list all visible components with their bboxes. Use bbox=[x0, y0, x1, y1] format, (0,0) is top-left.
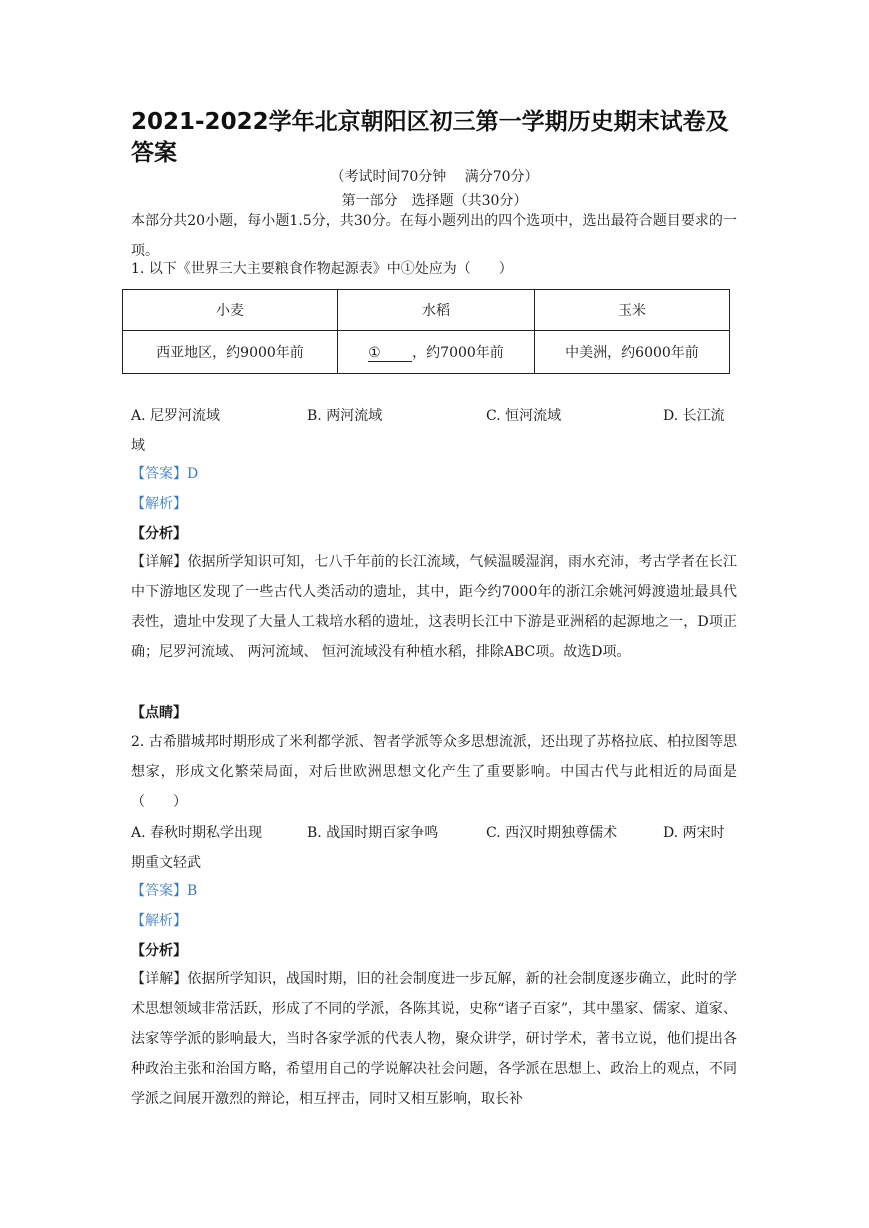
q2-option-d: D. 两宋时 bbox=[663, 825, 725, 841]
table-header-wheat: 小麦 bbox=[123, 290, 338, 331]
table-header-corn: 玉米 bbox=[535, 290, 730, 331]
q2-option-c: C. 西汉时期独尊儒术 bbox=[486, 825, 618, 841]
q1-option-c: C. 恒河流域 bbox=[486, 408, 562, 424]
table-cell-corn: 中美洲，约6000年前 bbox=[535, 331, 730, 374]
table-cell-rice bbox=[338, 331, 535, 374]
question-1-stem: 1. 以下《世界三大主要粮食作物起源表》中①处应为（ ） bbox=[131, 261, 513, 277]
q2-option-d-wrap: 期重文轻武 bbox=[131, 855, 201, 871]
q1-option-b: B. 两河流域 bbox=[307, 408, 383, 424]
table-header-rice: 水稻 bbox=[338, 290, 535, 331]
q2-analysis-label: 【解析】 bbox=[131, 913, 187, 929]
q2-fenxi-label: 【分析】 bbox=[131, 943, 187, 959]
q1-analysis-label: 【解析】 bbox=[131, 496, 187, 512]
crop-origin-table bbox=[122, 289, 730, 374]
q1-detail: 【详解】依据所学知识可知，七八千年前的长江流域，气候温暖湿润，雨水充沛，考古学者在长江中下游地区发现了一些古代人类活动的遗址，其中，距今约7000年的浙江余姚河姆渡遗址最具代表性，遗址中发现了大量人工栽培水稻的遗址，这表明长江中下游是亚洲稻的起源地之一，D项正确；尼罗河流域、 两河流域、 恒河流域没有种植水稻，排除ABC项。故选D项。 bbox=[131, 554, 737, 660]
q2-answer: 【答案】B bbox=[131, 883, 198, 899]
q2-option-a: A. 春秋时期私学出现 bbox=[131, 825, 263, 841]
question-2-stem: 2. 古希腊城邦时期形成了米利都学派、智者学派等众多思想流派，还出现了苏格拉底、柏拉图等思想家，形成文化繁荣局面，对后世欧洲思想文化产生了重要影响。中国古代与此相近的局面是（ ） bbox=[131, 734, 737, 810]
table-cell-wheat: 西亚地区，约9000年前 bbox=[123, 331, 338, 374]
exam-info: （考试时间70分钟 满分70分） bbox=[330, 169, 539, 185]
page-title: 2021-2022学年北京朝阳区初三第一学期历史期末试卷及答案 bbox=[131, 109, 729, 166]
q2-detail: 【详解】依据所学知识，战国时期，旧的社会制度进一步瓦解，新的社会制度逐步确立，此时的学术思想领域非常活跃，形成了不同的学派，各陈其说，史称“诸子百家”，其中墨家、儒家、道家、法家等学派的影响最大，当时各家学派的代表人物，聚众讲学，研讨学术，著书立说，他们提出各种政治主张和治国方略，希望用自己的学说解决社会问题，各学派在思想上、政治上的观点，不同学派之间展开激烈的辩论，相互抨击，同时又相互影响，取长补 bbox=[131, 971, 737, 1107]
blank-marker: ① bbox=[368, 345, 412, 362]
q1-answer: 【答案】D bbox=[131, 466, 199, 482]
q1-dianjing-label: 【点睛】 bbox=[131, 705, 187, 721]
q1-fenxi-label: 【分析】 bbox=[131, 526, 187, 542]
section-heading: 第一部分 选择题（共30分） bbox=[341, 193, 528, 209]
q1-option-d: D. 长江流 bbox=[663, 408, 725, 424]
q1-option-d-wrap: 域 bbox=[131, 438, 145, 454]
instructions: 本部分共20小题，每小题1.5分，共30分。在每小题列出的四个选项中，选出最符合题目要求的一项。 bbox=[131, 213, 737, 259]
q2-option-b: B. 战国时期百家争鸣 bbox=[307, 825, 439, 841]
q1-option-a: A. 尼罗河流域 bbox=[131, 408, 221, 424]
table-cell-rice-text: ，约7000年前 bbox=[412, 345, 504, 361]
